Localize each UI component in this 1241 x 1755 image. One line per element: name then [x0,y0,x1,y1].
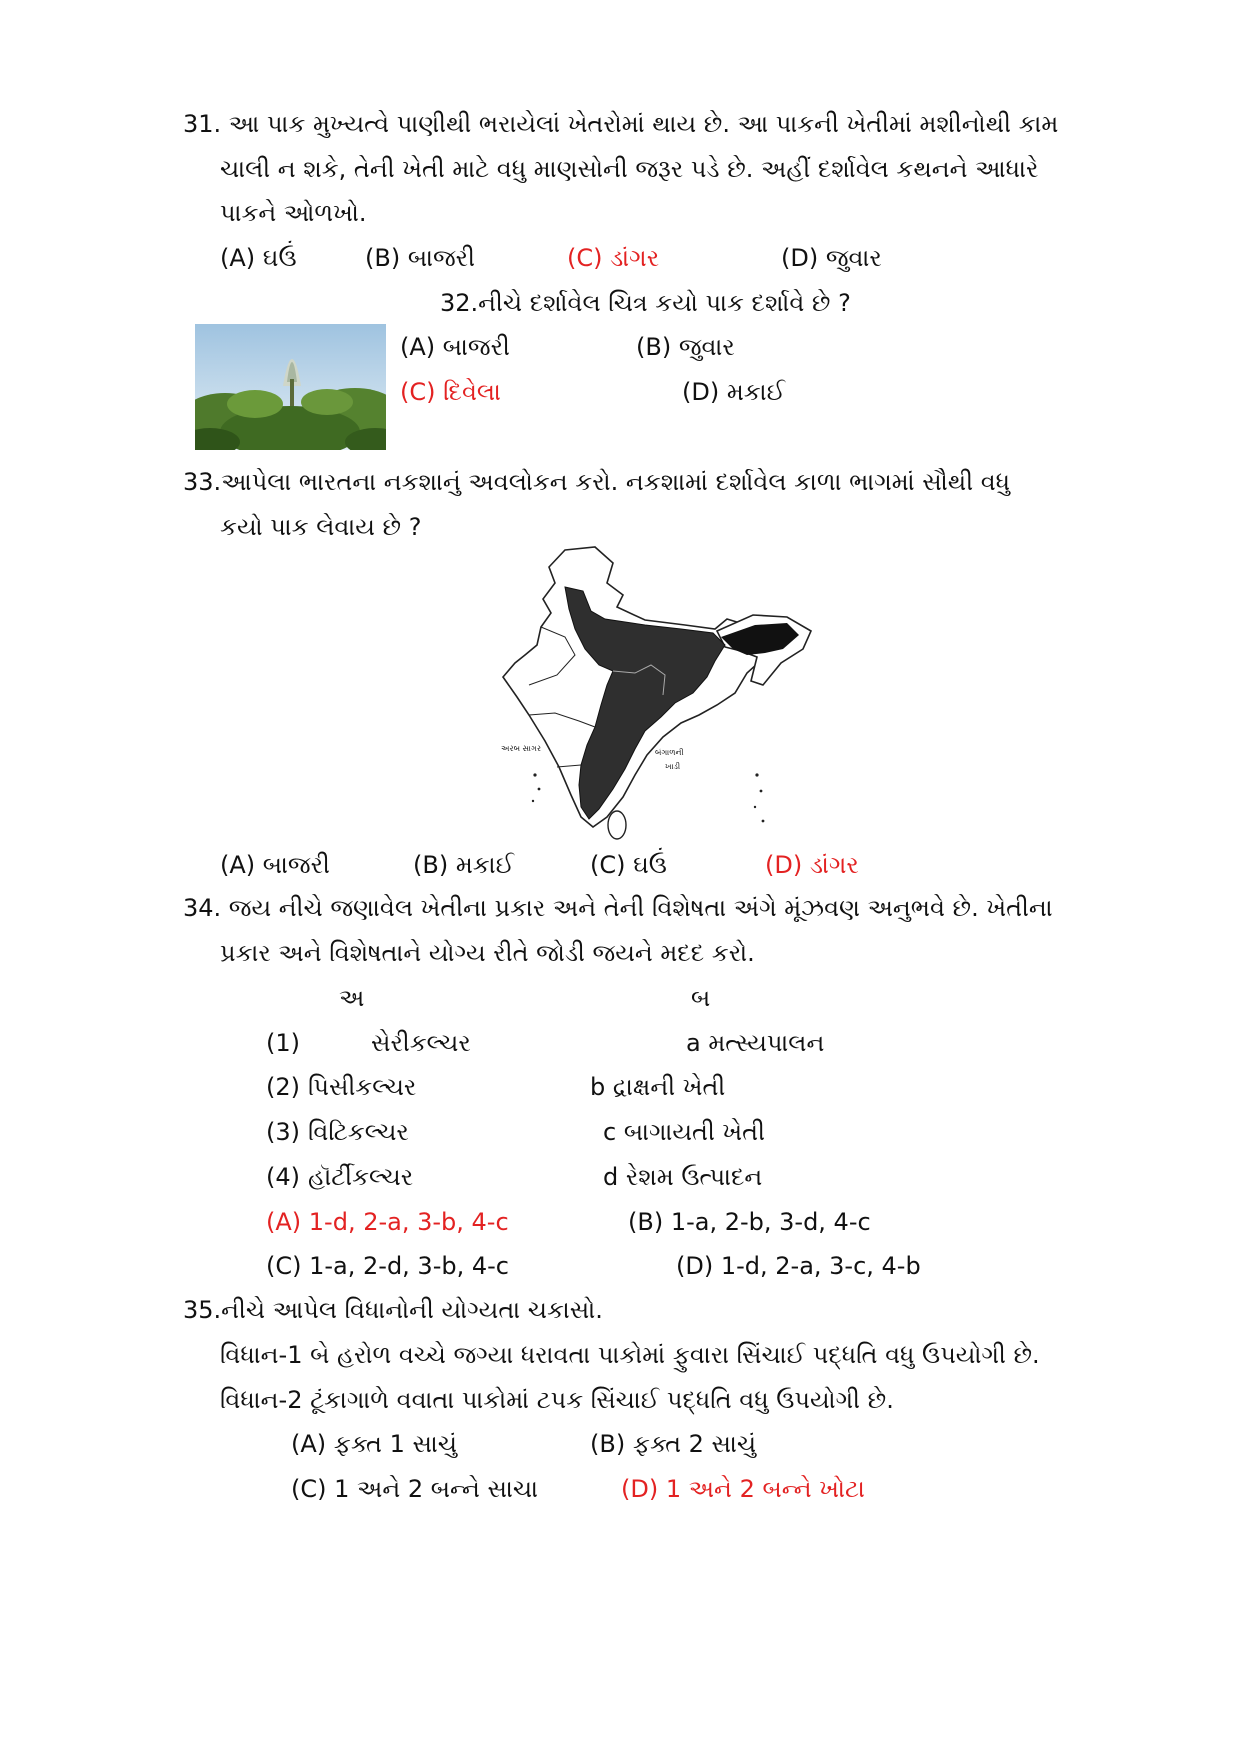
q35-option-c: (C) 1 અને 2 બન્ને સાચા [291,1475,538,1503]
q32-option-d: (D) મકાઈ [682,378,786,406]
q34-right-item: b દ્રાક્ષની ખેતી [590,1073,726,1101]
map-label-arabian-sea: અરબ સાગર [501,744,541,753]
q33-option-a: (A) બાજરી [220,851,330,879]
castor-plant-image [195,324,386,450]
q32-option-c-answer: (C) દિવેલા [400,378,501,406]
q34-option-b: (B) 1-a, 2-b, 3-d, 4-c [628,1208,871,1236]
q34-option-d: (D) 1-d, 2-a, 3-c, 4-b [676,1252,921,1280]
q31-option-d: (D) જુવાર [781,244,882,272]
q34-left-num: (1) [266,1029,300,1057]
q35-text-line1: 35.નીચે આપેલ વિધાનોની યોગ્યતા ચકાસો. [183,1296,603,1324]
map-label-bay-line2: ખાડી [665,762,681,771]
india-map [495,545,820,845]
q35-option-a: (A) ફક્ત 1 સાચું [291,1430,457,1458]
q34-left-text: વિટિકલ્ચર [308,1118,409,1146]
q34-column-a-heading: અ [339,984,365,1012]
q34-text-line2: પ્રકાર અને વિશેષતાને યોગ્ય રીતે જોડી જયને મદદ કરો. [220,939,755,967]
q34-option-c: (C) 1-a, 2-d, 3-b, 4-c [266,1252,509,1280]
q35-option-d-answer: (D) 1 અને 2 બન્ને ખોટા [621,1475,865,1503]
q31-text-line3: પાકને ઓળખો. [220,199,367,227]
q34-right-item: a મત્સ્યપાલન [686,1029,825,1057]
map-label-bay-line1: બંગાળની [655,748,684,757]
q33-text-line2: કયો પાક લેવાય છે ? [220,513,422,541]
q31-text-line1: 31. આ પાક મુખ્યત્વે પાણીથી ભરાયેલાં ખેતરોમાં થાય છે. આ પાકની ખેતીમાં મશીનોથી કામ [183,110,1059,138]
q34-right-item: c બાગાયતી ખેતી [603,1118,765,1146]
q34-option-a-answer: (A) 1-d, 2-a, 3-b, 4-c [266,1208,509,1236]
q31-option-c-answer: (C) ડાંગર [567,244,660,272]
q34-column-b-heading: બ [691,984,711,1012]
q31-option-b: (B) બાજરી [365,244,475,272]
q31-text-line2: ચાલી ન શકે, તેની ખેતી માટે વધુ માણસોની જરૂર પડે છે. અહીં દર્શાવેલ કથનને આધારે [220,155,1039,183]
q34-left-num: (2) [266,1073,300,1101]
q33-option-c: (C) ઘઉં [590,851,667,879]
q32-text-line1: 32.નીચે દર્શાવેલ ચિત્ર કયો પાક દર્શાવે છે ? [440,289,851,317]
q34-text-line1: 34. જય નીચે જણાવેલ ખેતીના પ્રકાર અને તેની વિશેષતા અંગે મૂંઝવણ અનુભવે છે. ખેતીના [183,894,1053,922]
q34-left-text: હૉર્ટીકલ્ચર [308,1163,414,1191]
q35-option-b: (B) ફક્ત 2 સાચું [590,1430,757,1458]
q34-left-num: (3) [266,1118,300,1146]
q32-option-b: (B) જુવાર [636,333,735,361]
q34-left-num: (4) [266,1163,300,1191]
q33-text-line1: 33.આપેલા ભારતના નકશાનું અવલોકન કરો. નકશામાં દર્શાવેલ કાળા ભાગમાં સૌથી વધુ [183,468,1011,496]
q34-right-item: d રેશમ ઉત્પાદન [603,1163,763,1191]
q34-left-text: પિસીકલ્ચર [308,1073,417,1101]
q31-option-a: (A) ઘઉં [220,244,297,272]
q32-option-a: (A) બાજરી [400,333,510,361]
q34-left-text: સેરીકલ્ચર [371,1029,471,1057]
q35-statement-1: વિધાન-1 બે હરોળ વચ્ચે જગ્યા ધરાવતા પાકોમાં ફુવારા સિંચાઈ પદ્ધતિ વધુ ઉપયોગી છે. [220,1341,1040,1369]
q33-option-d-answer: (D) ડાંગર [765,851,859,879]
q35-statement-2: વિધાન-2 ટૂંકાગાળે વવાતા પાકોમાં ટપક સિંચાઈ પદ્ધતિ વધુ ઉપયોગી છે. [220,1386,894,1414]
q33-option-b: (B) મકાઈ [413,851,515,879]
